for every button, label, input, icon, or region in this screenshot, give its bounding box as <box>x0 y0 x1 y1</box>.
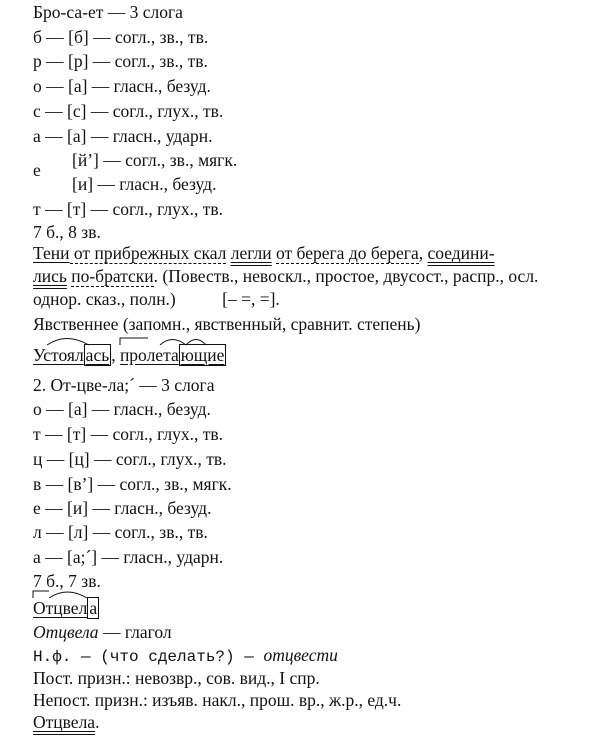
phonetic-row: л — [л] — согл., зв., тв. <box>33 522 208 542</box>
sentence-scheme: [– =, =]. <box>222 289 280 309</box>
block2-summary: 7 б., 7 зв. <box>33 571 101 591</box>
phonetic-row: е — [и] — гласн., безуд. <box>33 498 212 518</box>
phonetic-row: т — [т] — согл., глух., тв. <box>33 424 224 444</box>
root-arc <box>120 336 250 346</box>
adverbial: по-братски <box>71 266 154 286</box>
adverbial: от берега до берега <box>276 243 419 263</box>
sentence-line-2 <box>33 266 538 287</box>
phonetic-row: [й’] — согл., зв., мягк. <box>72 150 238 170</box>
morph-line-5 <box>33 712 99 733</box>
phonetic-row: в — [в’] — согл., зв., мягк. <box>33 474 232 494</box>
phonetic-row: с — [с] — согл., глух., тв. <box>33 101 224 121</box>
root: та <box>163 345 179 365</box>
otcvela-morphemic <box>33 598 99 619</box>
part-of-speech: — глагол <box>98 622 172 642</box>
ending: а <box>89 598 98 618</box>
punct: , <box>111 345 120 365</box>
morph-line-2 <box>33 645 338 668</box>
ending: ющие <box>180 345 225 365</box>
morphemic-line <box>33 345 226 366</box>
phonetic-row: [и] — гласн., безуд. <box>72 174 217 194</box>
block1-title: Бро-са-ет — 3 слога <box>33 2 183 22</box>
e-letter: е <box>33 160 41 180</box>
root: Устоял <box>33 345 84 365</box>
phonetic-row: а — [а;´] — гласн., ударн. <box>33 547 224 567</box>
morphemic-word-2 <box>120 345 226 366</box>
block1-summary: 7 б., 8 зв. <box>33 222 101 242</box>
sentence-characteristics-end: однор. сказ., полн.) <box>33 289 176 309</box>
sentence-line-1 <box>33 243 495 264</box>
initial-form: отцвести <box>263 645 338 665</box>
morph-line-3: Пост. призн.: невозвр., сов. вид., I спр. <box>33 668 320 688</box>
sentence-line-3 <box>33 289 280 310</box>
morphemic-word-3 <box>33 598 99 619</box>
subject: Тени <box>33 243 70 263</box>
morph-line-4: Непост. призн.: изъяв. накл., прош. вр., ж.р., ед.ч. <box>33 690 402 710</box>
word: Отцвела <box>33 622 99 642</box>
phonetic-row: т — [т] — согл., глух., тв. <box>33 199 224 219</box>
phonetic-row: о — [а] — гласн., безуд. <box>33 76 211 96</box>
block2-title: 2. От-цве-ла;´ — 3 слога <box>33 375 215 395</box>
prefix: проле <box>119 345 164 365</box>
predicate: лись <box>33 266 67 286</box>
phonetic-row: о — [а] — гласн., безуд. <box>33 399 211 419</box>
morph-line-1 <box>33 622 172 643</box>
suffix: ась <box>85 345 110 365</box>
predicate: легли <box>230 243 272 263</box>
morphemic-word-1 <box>33 345 111 366</box>
predicate: Отцвела <box>33 712 96 732</box>
stem: Отцвел <box>33 598 88 618</box>
word-note: Явственнее (запомн., явственный, сравнит. степень) <box>33 314 421 334</box>
root-arc <box>33 589 113 599</box>
root-arc <box>33 336 123 346</box>
phonetic-row: ц — [ц] — согл., глух., тв. <box>33 449 227 469</box>
punct: , <box>418 243 428 263</box>
phonetic-row: р — [р] — согл., зв., тв. <box>33 51 208 71</box>
phonetic-row: а — [а] — гласн., ударн. <box>33 126 213 146</box>
predicate: соедини- <box>427 243 495 263</box>
sentence-characteristics: . (Повеств., невоскл., простое, двусост., распр., осл. <box>153 266 539 286</box>
phonetic-row: б — [б] — согл., зв., тв. <box>33 27 209 47</box>
punct: . <box>95 712 100 732</box>
initial-form-label: Н.ф. — (что сделать?) — <box>33 648 264 666</box>
attribute: от прибрежных скал <box>69 243 227 263</box>
